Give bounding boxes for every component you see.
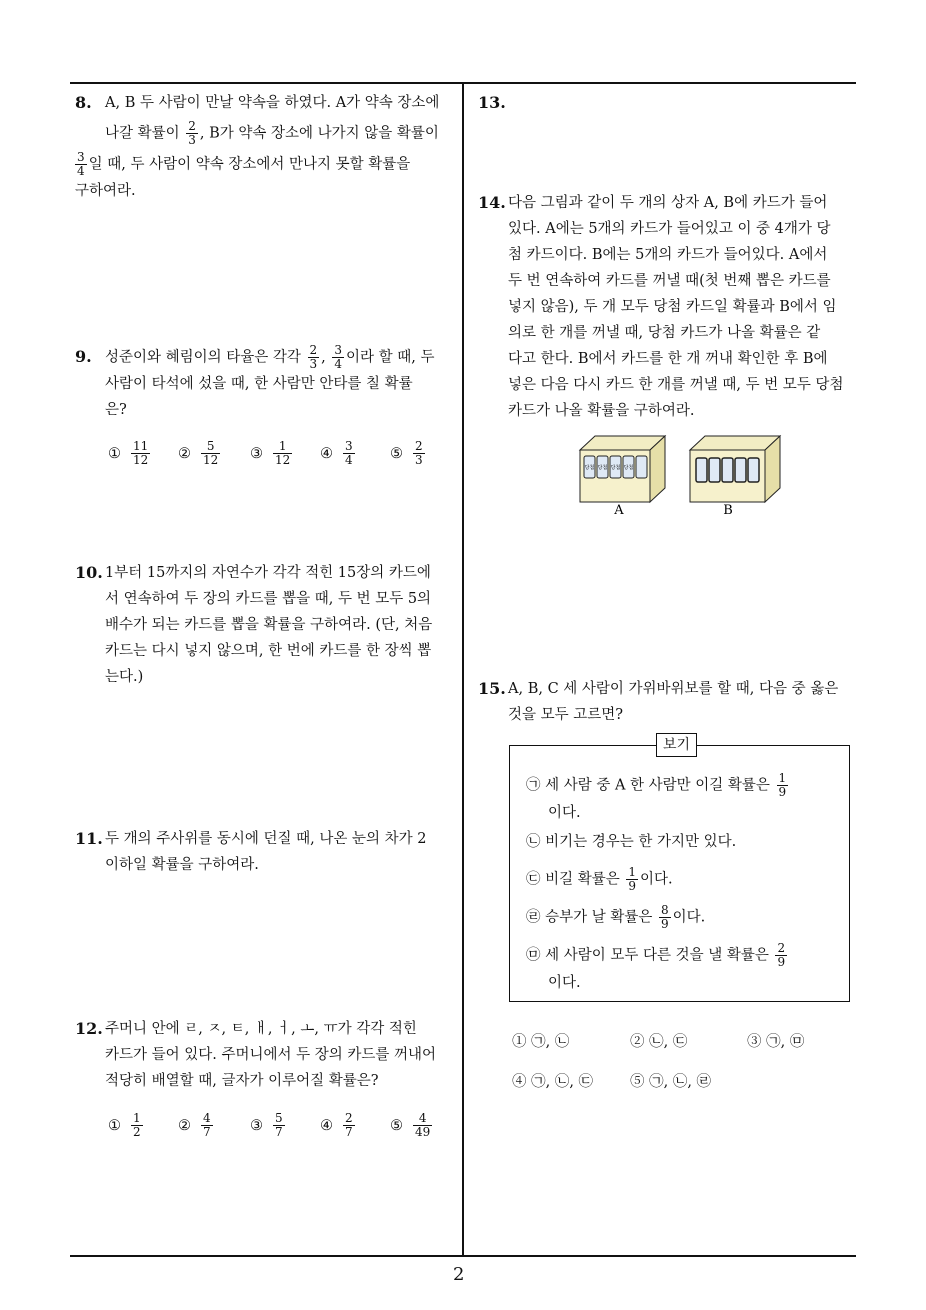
question-text: 서 연속하여 두 장의 카드를 뽑을 때, 두 번 모두 5의 [105,591,432,607]
example-box-label: 보기 [656,733,697,757]
question-text: 나갈 확률이 [105,125,180,142]
question-12 [75,1016,460,1094]
question-text: 다고 한다. B에서 카드를 한 개 꺼내 확인한 후 B에 [508,351,828,367]
choice-2[interactable]: ② $\frac{5}{12}$ [178,439,219,467]
question-text: 넣은 다음 다시 카드 한 개를 꺼낼 때, 두 번 모두 당첨 [508,377,844,393]
page-number: 2 [453,1264,465,1285]
choice-5[interactable]: ⑤ $\frac{4}{49}$ [390,1111,431,1139]
question-text: 카드가 나올 확률을 구하여라. [508,403,695,419]
question-text: 성준이와 혜림이의 타율은 각각 [105,349,301,366]
question-number: 8. [75,93,92,112]
q12-choices [108,1112,458,1152]
question-text: 배수가 되는 카드를 뽑을 확률을 구하여라. (단, 처음 [105,617,433,633]
question-text: 두 번 연속하여 카드를 꺼낼 때(첫 번째 뽑은 카드를 [508,273,831,289]
card-text: 당첨 [597,465,608,471]
question-number: 9. [75,347,92,366]
question-text: A, B 두 사람이 만날 약속을 하였다. A가 약속 장소에 [105,95,440,111]
question-text: 카드가 들어 있다. 주머니에서 두 장의 카드를 꺼내어 [105,1047,437,1063]
question-text: 는다.) [105,669,144,685]
card-text: 당첨 [610,465,621,471]
box-b [690,436,780,502]
question-number: 12. [75,1019,103,1038]
fraction: $\frac{3}{4}$ [334,343,343,371]
question-text: 1부터 15까지의 자연수가 각각 적힌 15장의 카드에 [105,565,431,581]
choice-3[interactable]: ③ $\frac{1}{12}$ [250,439,291,467]
question-14 [478,190,858,424]
question-11 [75,826,460,878]
question-text: 이라 할 때, 두 [346,349,435,366]
question-15 [478,676,858,728]
example-item-e: ㉤ 세 사람이 모두 다른 것을 낼 확률은 $\frac{2}{9}$ [526,941,786,969]
choice-1[interactable]: ① ㉠, ㉡ [512,1034,570,1050]
choice-2[interactable]: ② $\frac{4}{7}$ [178,1111,211,1139]
question-text: 의로 한 개를 꺼낼 때, 당첨 카드가 나올 확률은 같 [508,325,821,341]
question-text: 일 때, 두 사람이 약속 장소에서 만나지 못할 확률을 [88,156,411,173]
choice-3[interactable]: ③ ㉠, ㉤ [747,1034,805,1050]
card-boxes-figure [570,430,800,520]
box-b-label: B [723,503,733,518]
choice-1[interactable]: ① $\frac{11}{12}$ [108,439,149,467]
card-text: 당첨 [623,465,634,471]
choice-4[interactable]: ④ ㉠, ㉡, ㉢ [512,1074,594,1090]
question-text: 은? [105,402,127,418]
q9-choices [108,440,458,480]
fraction: $\frac{3}{4}$ [77,150,85,178]
box-a-label: A [614,503,624,518]
question-text: 주머니 안에 ㄹ, ㅈ, ㅌ, ㅐ, ㅓ, ㅗ, ㅠ가 각각 적힌 [105,1021,417,1037]
question-10 [75,560,460,690]
question-number: 10. [75,563,103,582]
question-number: 15. [478,679,506,698]
question-text: 두 개의 주사위를 동시에 던질 때, 나온 눈의 차가 2 [105,831,427,847]
question-text: , B가 약속 장소에 나가지 않을 확률이 [199,125,439,142]
box-a [580,436,665,502]
question-text: 있다. A에는 5개의 카드가 들어있고 이 중 4개가 당 [508,221,831,237]
choice-2[interactable]: ② ㉡, ㉢ [630,1034,688,1050]
question-text: 구하여라. [75,183,136,199]
card-text: 당첨 [584,465,595,471]
question-text: 것을 모두 고르면? [508,707,624,723]
question-text: 넣지 않음), 두 개 모두 당첨 카드일 확률과 B에서 임 [508,299,837,315]
choice-3[interactable]: ③ $\frac{5}{7}$ [250,1111,283,1139]
question-number: 13. [478,93,506,112]
q15-choices [512,1030,852,1090]
bottom-rule [70,1255,856,1257]
question-8 [75,90,460,204]
example-item-c: ㉢ 비길 확률은 $\frac{1}{9}$ 이다. [526,865,673,893]
example-item-b: ㉡ 비기는 경우는 한 가지만 있다. [526,834,737,850]
question-text: A, B, C 세 사람이 가위바위보를 할 때, 다음 중 옳은 [508,681,839,697]
question-text: 사람이 타석에 섰을 때, 한 사람만 안타를 칠 확률 [105,376,413,392]
column-divider [462,82,464,1256]
question-text: 첨 카드이다. B에는 5개의 카드가 들어있다. A에서 [508,247,828,263]
question-text: 이하일 확률을 구하여라. [105,857,259,873]
question-9: 9. 성준이와 혜림이의 타율은 각각 $\frac{2}{3}$ , $\frac{3}{4}$ 이라 할 때, 두 사람이 타석에 섰을 때, 한 사람만 안타를 칠 확률 은? [75,344,460,423]
fraction: $\frac{2}{3}$ [188,119,196,147]
question-number: 11. [75,829,103,848]
fraction: $\frac{2}{3}$ [309,343,318,371]
choice-4[interactable]: ④ $\frac{3}{4}$ [320,439,353,467]
example-item-a-cont: 이다. [548,805,581,821]
example-item-e-cont: 이다. [548,975,581,991]
example-item-a: ㉠ 세 사람 중 A 한 사람만 이길 확률은 $\frac{1}{9}$ [526,771,787,799]
question-text: 카드는 다시 넣지 않으며, 한 번에 카드를 한 장씩 뽑 [105,643,432,659]
question-text: 다음 그림과 같이 두 개의 상자 A, B에 카드가 들어 [508,195,828,211]
choice-5[interactable]: ⑤ $\frac{2}{3}$ [390,439,423,467]
example-item-d: ㉣ 승부가 날 확률은 $\frac{8}{9}$ 이다. [526,903,706,931]
choice-4[interactable]: ④ $\frac{2}{7}$ [320,1111,353,1139]
question-number: 14. [478,193,506,212]
choice-1[interactable]: ① $\frac{1}{2}$ [108,1111,141,1139]
choice-5[interactable]: ⑤ ㉠, ㉡, ㉣ [630,1074,712,1090]
question-text: 적당히 배열할 때, 글자가 이루어질 확률은? [105,1073,379,1089]
